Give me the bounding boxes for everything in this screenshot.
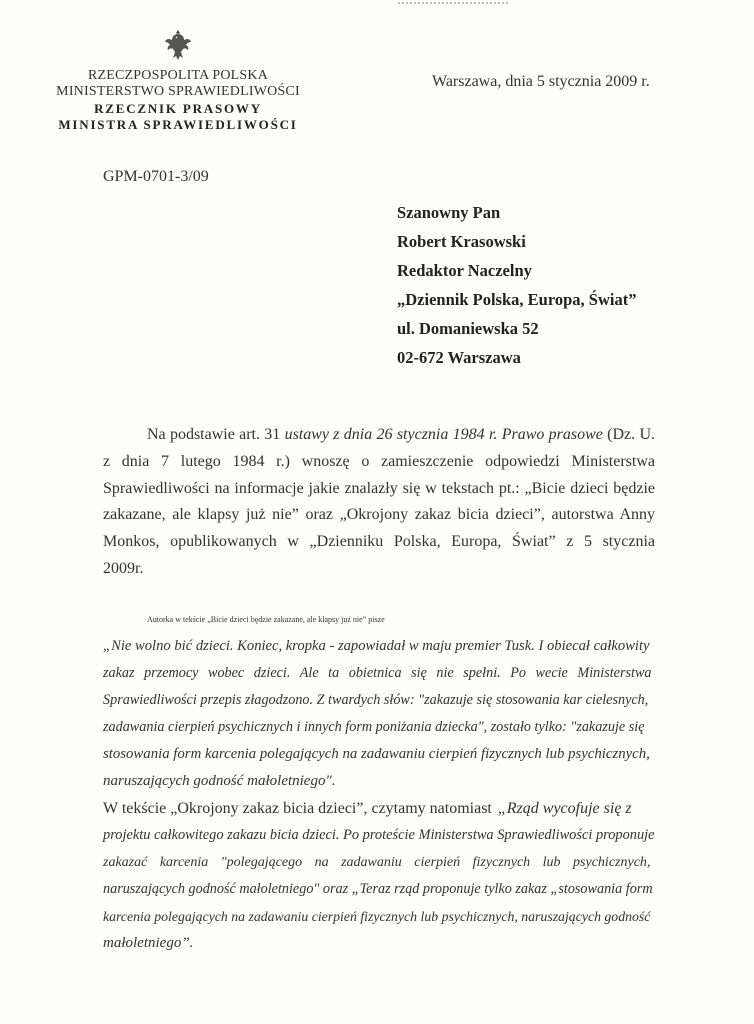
text-run-italic: zadawania cierpień psychicznych i innych form poniżania dziecka", zostało tylko: "zakazuje się [103, 719, 645, 735]
paragraph-line [103, 930, 655, 957]
paragraph-line: zakazane, ale klapsy już nie” oraz „Okrojony zakaz bicia dzieci”, autorstwa Anny [103, 506, 655, 524]
text-run-italic: ustawy z dnia 26 stycznia 1984 r. Prawo prasowe [284, 426, 603, 443]
text-run-italic: Sprawiedliwości przepis złagodzono. Z twardych słów: "zakazuje się stosowania kar cielesnych, [103, 692, 649, 708]
header-line-republic: RZECZPOSPOLITA POLSKA [87, 68, 269, 83]
address-line: Szanowny Pan [397, 203, 501, 222]
text-run-italic: „Nie wolno bić dzieci. Koniec, kropka - zapowiadał w maju premier Tusk. I obiecał całkowity [103, 638, 650, 654]
text-run-italic: zakaz przemocy wobec dzieci. Ale ta obietnica się nie spełni. Po wecie Ministerstwa [103, 665, 652, 681]
paragraph-line [103, 741, 655, 768]
scan-top-mark [398, 0, 508, 4]
paragraph-line: 2009r. [103, 559, 144, 577]
paragraph-line: Autorka w tekście „Bicie dzieci będzie zakazane, ale klapsy już nie” pisze [147, 615, 385, 624]
text-run: (Dz. U. [602, 426, 656, 443]
address-line: „Dziennik Polska, Europa, Świat” [397, 290, 637, 309]
text-run-italic: „Rząd wycofuje się z [497, 800, 632, 817]
address-line: Robert Krasowski [397, 232, 526, 251]
paragraph-line [103, 849, 655, 876]
reference-number: GPM-0701-3/09 [103, 168, 209, 185]
paragraph-line [103, 633, 655, 660]
paragraph-line [103, 422, 655, 449]
institution-header [30, 68, 326, 133]
paragraph-line: Sprawiedliwości na informacje jakie znalazły się w tekstach pt.: „Bicie dzieci będzie [103, 479, 655, 497]
text-run: Na podstawie art. 31 [147, 426, 285, 443]
text-run-italic: projektu całkowitego zakazu bicia dzieci. Po proteście Ministerstwa Sprawiedliwości proponuje [103, 827, 655, 843]
text-run-italic: stosowania form karcenia polegających na zadawaniu cierpień fizycznych lub psychicznych, [103, 746, 650, 762]
text-run-italic: naruszających godność małoletniego" oraz „Teraz rząd proponuje tylko zakaz „stosowania form [103, 881, 653, 897]
paragraph-line: z dnia 7 lutego 1984 r.) wnoszę o zamieszczenie odpowiedzi Ministerstwa [103, 452, 655, 470]
paragraph-line [103, 822, 655, 849]
address-line: Redaktor Naczelny [397, 261, 532, 280]
paragraph-line [103, 660, 655, 687]
paragraph-request [103, 422, 655, 583]
paragraph-line [103, 768, 655, 795]
text-run-italic: naruszających godność małoletniego". [103, 773, 336, 789]
paragraph-line [103, 903, 655, 930]
header-line-ministry: MINISTERSTWO SPRAWIEDLIWOŚCI [56, 84, 300, 99]
recipient-address [397, 203, 636, 377]
eagle-emblem-icon [163, 28, 193, 62]
paragraph-line [103, 687, 655, 714]
header-line-spokesperson: RZECZNIK PRASOWY [94, 101, 262, 116]
text-run: W tekście „Okrojony zakaz bicia dzieci”, czytamy natomiast [103, 800, 492, 817]
paragraph-line [103, 795, 655, 822]
text-run-italic: zakazać karcenia "polegającego na zadawaniu cierpień fizycznych lub psychicznych, [103, 855, 651, 870]
paragraph-line [103, 876, 655, 903]
address-line: 02-672 Warszawa [397, 348, 521, 367]
text-run-italic: małoletniego”. [103, 935, 194, 951]
paragraph-quotes [103, 606, 655, 957]
letter-date: Warszawa, dnia 5 stycznia 2009 r. [432, 73, 650, 90]
address-line: ul. Domaniewska 52 [397, 319, 539, 338]
header-line-minister: MINISTRA SPRAWIEDLIWOŚCI [58, 117, 298, 132]
paragraph-line [103, 714, 655, 741]
paragraph-line: Monkos, opublikowanych w „Dzienniku Polska, Europa, Świat” z 5 stycznia [103, 533, 655, 551]
text-run-italic: karcenia polegających na zadawaniu cierpień fizycznych lub psychicznych, naruszających godność [103, 909, 651, 924]
